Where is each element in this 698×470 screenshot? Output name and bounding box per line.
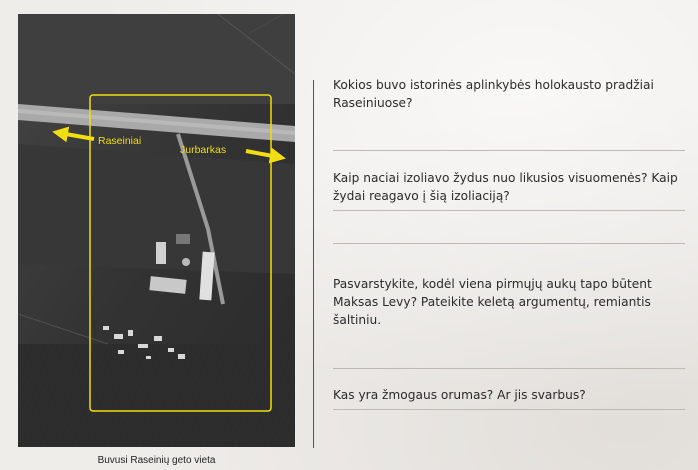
label-raseiniai: Raseiniai	[98, 135, 142, 147]
answer-line-5	[333, 409, 685, 410]
question-3: Pasvarstykite, kodėl viena pirmųjų aukų tapo būtent Maksas Levy? Pateikite keletą argumentų, remiantis šaltiniu.	[333, 277, 652, 327]
question-2: Kaip naciai izoliavo žydus nuo likusios visuomenės? Kaip žydai reagavo į šią izoliaciją?	[333, 171, 678, 203]
answer-line-3	[333, 243, 685, 244]
answer-line-2	[333, 210, 685, 211]
question-4: Kas yra žmogaus orumas? Ar jis svarbus?	[333, 388, 586, 402]
question-1: Kokios buvo istorinės aplinkybės holokausto pradžiai Raseiniuose?	[333, 78, 654, 110]
answer-line-4	[333, 368, 685, 369]
vertical-divider	[313, 80, 314, 448]
photo-caption: Buvusi Raseinių geto vieta	[97, 455, 216, 466]
answer-line-1	[333, 150, 685, 151]
aerial-photo	[18, 14, 295, 447]
label-jurbarkas: Jurbarkas	[180, 144, 227, 156]
